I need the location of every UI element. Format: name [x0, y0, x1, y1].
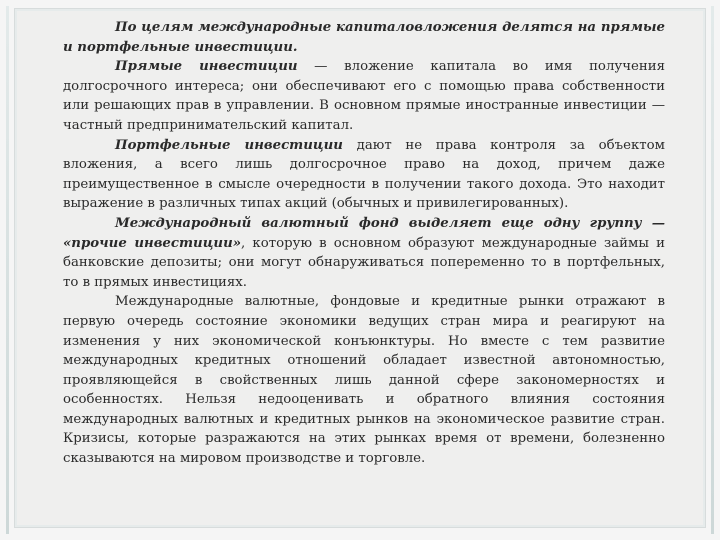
paragraph-4-text: , которую в основном образуют международные займы и банковские депозиты; они могут обнаруживаться попеременно то в портфельных, то в прямых инвестициях. [63, 235, 665, 290]
left-border-decoration [6, 6, 9, 534]
paragraph-3-text: дают не права контроля за объектом вложения, а всего лишь долгосрочное право на доход, причем даже преимущественное в смысле очередности в получении такого дохода. Это находит выражение в различных типах акций (обычных и привилегированных). [63, 137, 665, 212]
paragraph-4-lead: Международный валютный фонд выделяет еще одну группу — «прочие инвестиции» [63, 215, 665, 251]
term-direct-investment: Прямые инвестиции [115, 59, 298, 75]
paragraph-4 [63, 214, 665, 292]
paragraph-5-text: Международные валютные, фондовые и кредитные рынки отражают в первую очередь состояние экономики ведущих стран мира и реагируют на изменения у них экономической конъюнктуры. Но вместе с тем развитие международных кредитных отношений обладает известной автономностью, проявляющейся в свойственных лишь данной сфере закономерностях и особенностях. Нельзя недооценивать и обратного влияния состояния международных валютных и кредитных рынков на экономическое развитие стран. Кризисы, которые разражаются на этих рынках время от времени, болезненно сказываются на мировом производстве и торговле. [63, 294, 665, 467]
paragraph-5 [63, 292, 665, 468]
paragraph-3 [63, 136, 665, 214]
term-portfolio-investment: Портфельные инвестиции [115, 137, 343, 153]
right-border-decoration [711, 6, 714, 534]
paragraph-2-text: — вложение капитала во имя получения долгосрочного интереса; они обеспечивают его с помощью права собственности или решающих прав в управлении. В основном прямые иностранные инвестиции — частный предпринимательский капитал. [63, 59, 665, 133]
paragraph-2 [63, 57, 665, 135]
paragraph-1-text: По целям международные капиталовложения делятся на прямые и портфельные инвестиции. [63, 20, 665, 55]
body-text [63, 18, 665, 469]
paragraph-1 [63, 18, 665, 57]
